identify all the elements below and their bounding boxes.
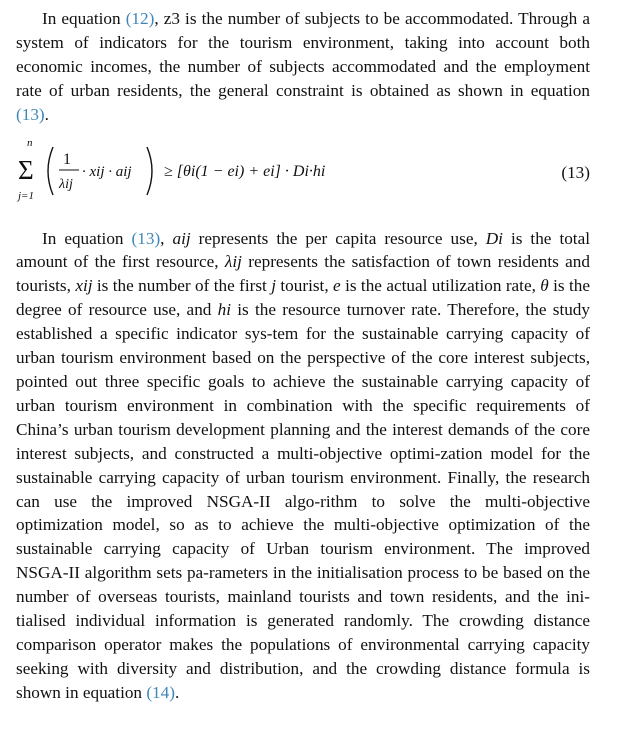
p2-sep-2: represents the per capita resource use,: [190, 228, 486, 248]
var-aij: aij: [172, 228, 191, 248]
equation-number: (13): [561, 162, 590, 182]
var-theta: θ: [540, 276, 549, 296]
var-hi: hi: [217, 300, 232, 320]
fraction-denominator: λij: [59, 176, 73, 192]
product-terms: · xij · aij: [82, 163, 132, 180]
p1-text-middle: , z3 is the number of subjects to be accommodated. Through a system of indicators for the tourism environment, taking into account both economic incomes, the number of subjects accommodated and the employment rate of urban residents, the general constraint is obtained as shown in equation: [16, 9, 590, 100]
paragraph-2: [16, 227, 590, 705]
equation-13-link-2[interactable]: (13): [131, 228, 161, 248]
left-paren: [48, 147, 53, 195]
p1-text-start: In equation: [42, 9, 126, 28]
var-lambda: λij: [224, 252, 242, 272]
p2-text-start: In equation: [42, 228, 132, 248]
p2-sep-3: is the total amount of the first resource,: [16, 228, 590, 272]
sum-lower-limit: j=1: [18, 189, 34, 202]
article-page: [16, 0, 590, 705]
right-paren: [147, 147, 152, 195]
p2-sep-8: is the degree of resource use, and: [16, 276, 590, 320]
p2-body: is the resource turnover rate. Therefore, the study established a specific indicator sys-tem for the sustainable carrying capacity of urban tourism environment based on the perspective of the core interest subjects, pointed out three specific goals to achieve the sustainable carrying capacity of urban tourism environment in combination with the specific requirements of China’s urban tourism development planning and the interest demands of the core interest subjects, and constructed a multi-objective optimi-zation model for the sustainable carrying capacity of urban tourism environment. Finally, the research can use the improved NSGA-II algo-rithm to solve the multi-objective optimization model, so as to achieve the multi-objective optimization of the sustainable carrying capacity of Urban tourism environment. The improved NSGA-II algorithm sets pa-rameters in the initialisation process to be based on the number of overseas tourists, mainland tourists and town residents, and the ini-tialised individual information is generated randomly. The crowding distance comparison operator makes the populations of environmental carrying capacity seeking with diversity and distribution, and the crowding distance formula is shown in equation: [16, 300, 590, 702]
var-j: j: [271, 276, 277, 296]
var-xij: xij: [75, 276, 93, 296]
var-e: e: [333, 276, 341, 296]
p1-text-end: .: [44, 104, 49, 124]
p2-sep-5: is the number of the first: [92, 276, 272, 296]
equation-14-link[interactable]: (14): [146, 682, 175, 702]
var-di: Di: [485, 228, 503, 248]
sum-symbol: Σ: [18, 154, 34, 185]
sum-upper-limit: n: [27, 136, 33, 149]
p2-sep-6: tourist,: [276, 276, 334, 296]
equation-13-formula: [16, 137, 516, 215]
equation-13-block: [16, 137, 590, 215]
equation-12-link[interactable]: (12): [125, 9, 155, 28]
p2-text-end: .: [174, 682, 180, 702]
p2-sep-7: is the actual utilization rate,: [340, 276, 541, 296]
constraint-rhs: ≥ [θi(1 − ei) + ei] · Di·hi: [164, 162, 326, 180]
equation-13-link[interactable]: (13): [16, 104, 45, 124]
p2-sep-4: represents the satisfaction of town residents and tourists,: [16, 252, 590, 296]
p2-sep-1: ,: [160, 228, 173, 248]
paragraph-1: [16, 0, 590, 127]
fraction-numerator: 1: [63, 150, 71, 168]
